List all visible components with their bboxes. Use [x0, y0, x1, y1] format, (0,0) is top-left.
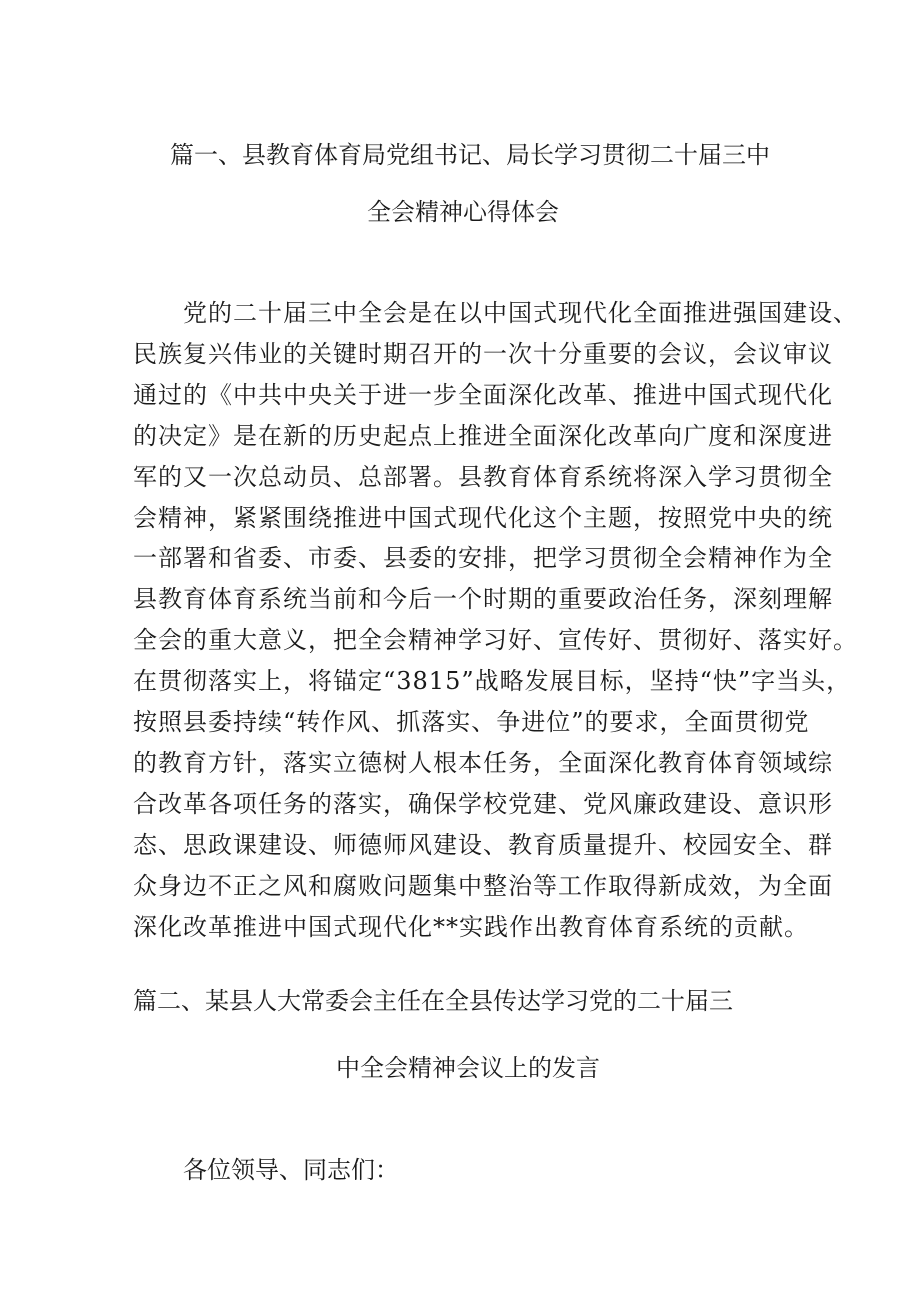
paragraph-line: 的决定》是在新的历史起点上推进全面深化改革向广度和深度进 [133, 421, 833, 450]
section2-title-line2: 中全会精神会议上的发言 [336, 1054, 600, 1082]
paragraph-line: 在贯彻落实上，将锚定“3815”战略发展目标，坚持“快”字当头， [133, 667, 852, 696]
section1-title-line2: 全会精神心得体会 [367, 198, 559, 226]
paragraph-line: 全会的重大意义，把全会精神学习好、宣传好、贯彻好、落实好。 [133, 626, 858, 655]
paragraph-line: 按照县委持续“转作风、抓落实、争进位”的要求，全面贯彻党 [133, 708, 810, 737]
paragraph-line: 态、思政课建设、师德师风建设、教育质量提升、校园安全、群 [133, 830, 833, 859]
paragraph-line: 通过的《中共中央关于进一步全面深化改革、推进中国式现代化 [133, 380, 833, 409]
salutation: 各位领导、同志们： [183, 1156, 399, 1184]
paragraph-line: 的教育方针，落实立德树人根本任务，全面深化教育体育领域综 [133, 748, 833, 777]
section2-title-line1: 篇二、某县人大常委会主任在全县传达学习党的二十届三 [133, 987, 733, 1015]
paragraph-line: 县教育体育系统当前和今后一个时期的重要政治任务，深刻理解 [133, 585, 833, 614]
paragraph-line: 深化改革推进中国式现代化**实践作出教育体育系统的贡献。 [133, 912, 809, 941]
paragraph-line: 合改革各项任务的落实，确保学校党建、党风廉政建设、意识形 [133, 789, 833, 818]
paragraph-line: 众身边不正之风和腐败问题集中整治等工作取得新成效，为全面 [133, 871, 833, 900]
section1-title-line1: 篇一、县教育体育局党组书记、局长学习贯彻二十届三中 [170, 141, 770, 169]
paragraph-line: 党的二十届三中全会是在以中国式现代化全面推进强国建设、 [183, 299, 858, 327]
paragraph-line: 军的又一次总动员、总部署。县教育体育系统将深入学习贯彻全 [133, 462, 833, 491]
section1-body-paragraph [133, 293, 858, 948]
paragraph-line: 民族复兴伟业的关键时期召开的一次十分重要的会议，会议审议 [133, 339, 833, 368]
paragraph-line: 一部署和省委、市委、县委的安排，把学习贯彻全会精神作为全 [133, 544, 833, 573]
paragraph-line: 会精神，紧紧围绕推进中国式现代化这个主题，按照党中央的统 [133, 503, 833, 532]
